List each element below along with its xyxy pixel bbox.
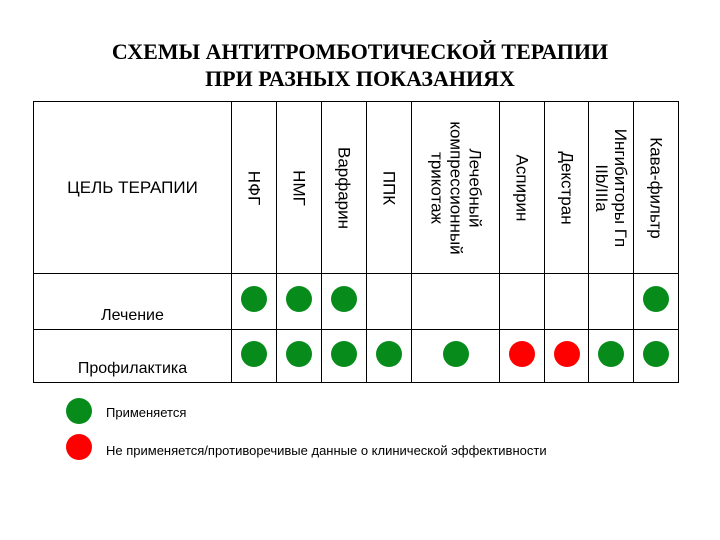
column-header-label: НМГ bbox=[289, 169, 309, 206]
applied-dot bbox=[241, 341, 267, 367]
table-cell bbox=[367, 274, 412, 330]
table-cell bbox=[412, 330, 500, 383]
title-line-2: ПРИ РАЗНЫХ ПОКАЗАНИЯХ bbox=[205, 66, 515, 91]
column-header bbox=[412, 102, 500, 274]
column-header bbox=[545, 102, 589, 274]
table-cell bbox=[500, 330, 545, 383]
table-header-row bbox=[34, 102, 679, 274]
column-header bbox=[277, 102, 322, 274]
applied-dot bbox=[286, 341, 312, 367]
table-cell bbox=[545, 330, 589, 383]
table-cell bbox=[277, 330, 322, 383]
table-cell bbox=[589, 274, 634, 330]
column-header-label: НФГ bbox=[244, 170, 264, 205]
applied-dot bbox=[598, 341, 624, 367]
legend-green-dot bbox=[66, 398, 92, 424]
not-applied-dot bbox=[554, 341, 580, 367]
column-header bbox=[232, 102, 277, 274]
therapy-matrix-table bbox=[33, 101, 679, 383]
column-header bbox=[589, 102, 634, 274]
applied-dot bbox=[643, 286, 669, 312]
title-line-1: СХЕМЫ АНТИТРОМБОТИЧЕСКОЙ ТЕРАПИИ bbox=[111, 39, 609, 64]
applied-dot bbox=[286, 286, 312, 312]
column-header-label: Ингибиторы Гп IIb/IIIa bbox=[592, 128, 630, 247]
table-cell bbox=[277, 274, 322, 330]
column-header bbox=[367, 102, 412, 274]
column-header bbox=[322, 102, 367, 274]
applied-dot bbox=[241, 286, 267, 312]
table-cell bbox=[500, 274, 545, 330]
table-cell bbox=[589, 330, 634, 383]
legend-red-dot bbox=[66, 434, 92, 460]
row-label-cell bbox=[34, 274, 232, 330]
column-header-label: Декстран bbox=[557, 150, 576, 225]
row-label-cell bbox=[34, 330, 232, 383]
table-cell bbox=[634, 330, 679, 383]
table-cell bbox=[545, 274, 589, 330]
applied-dot bbox=[331, 286, 357, 312]
row-label: Профилактика bbox=[77, 360, 188, 377]
table-cell bbox=[634, 274, 679, 330]
column-header-label: Кава-фильтр bbox=[646, 136, 666, 239]
applied-dot bbox=[443, 341, 469, 367]
legend-applied-label: Применяется bbox=[106, 405, 187, 420]
slide-title bbox=[0, 38, 720, 92]
table-cell bbox=[322, 330, 367, 383]
applied-dot bbox=[643, 341, 669, 367]
applied-dot bbox=[331, 341, 357, 367]
applied-dot bbox=[376, 341, 402, 367]
column-header bbox=[634, 102, 679, 274]
table-cell bbox=[412, 274, 500, 330]
goal-header-label: ЦЕЛЬ ТЕРАПИИ bbox=[67, 177, 198, 197]
table-row bbox=[34, 330, 679, 383]
table-cell bbox=[232, 330, 277, 383]
table-cell bbox=[322, 274, 367, 330]
column-header-label: Варфарин bbox=[334, 146, 354, 229]
column-header bbox=[500, 102, 545, 274]
goal-header-cell bbox=[34, 102, 232, 274]
column-header-label: Лечебный компрессионный трикотаж bbox=[427, 120, 484, 255]
legend-not-applied-label: Не применяется/противоречивые данные о клинической эффективности bbox=[106, 443, 547, 458]
not-applied-dot bbox=[509, 341, 535, 367]
table-cell bbox=[232, 274, 277, 330]
column-header-label: ППК bbox=[379, 170, 399, 205]
table-row bbox=[34, 274, 679, 330]
table-cell bbox=[367, 330, 412, 383]
column-header-label: Аспирин bbox=[512, 154, 532, 221]
row-label: Лечение bbox=[101, 307, 164, 324]
